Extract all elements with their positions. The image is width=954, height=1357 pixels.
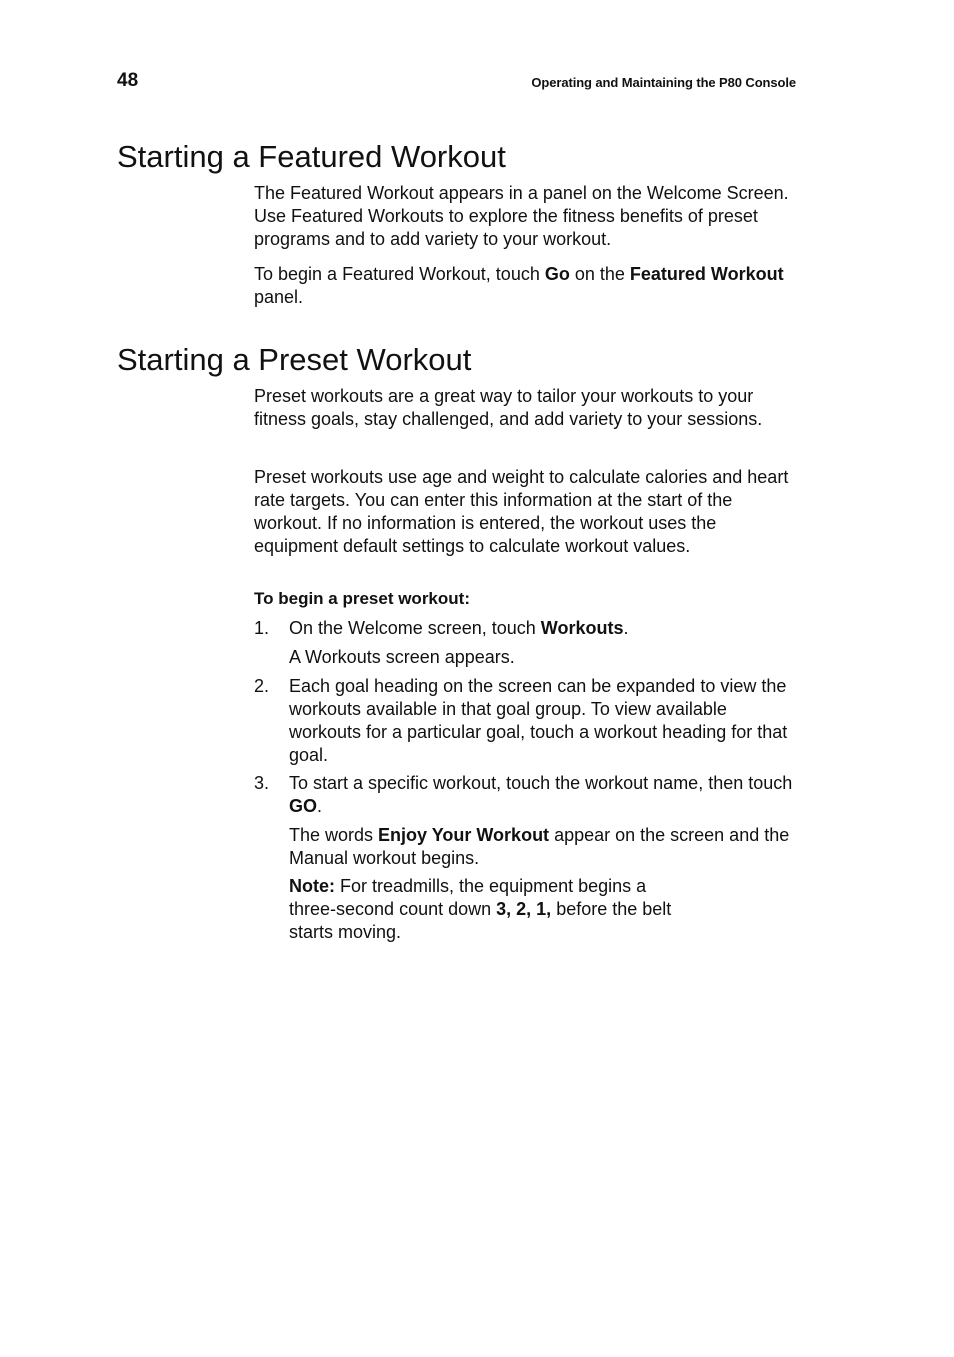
- step-3-text-c: .: [317, 796, 323, 816]
- step-1-text-a: On the Welcome screen, touch: [289, 618, 541, 638]
- running-header: Operating and Maintaining the P80 Console: [531, 75, 796, 90]
- note-text-a: For treadmills, the equipment begins a three-second count down: [289, 876, 647, 919]
- heading-featured-workout: Starting a Featured Workout: [117, 139, 506, 174]
- step-3-result-c: appear on the screen and the Manual workout begins.: [289, 825, 790, 868]
- heading-preset-workout: Starting a Preset Workout: [117, 342, 472, 377]
- featured-begin-paragraph: [254, 263, 802, 309]
- featured-intro-text: The Featured Workout appears in a panel on the Welcome Screen. Use Featured Workouts to explore the fitness benefits of preset programs and to add variety to your workout.: [254, 183, 789, 249]
- step-3-number: 3.: [254, 773, 270, 793]
- page-number: 48: [117, 70, 139, 91]
- featured-intro-paragraph: [254, 182, 802, 251]
- featured-begin-text-a: To begin a Featured Workout, touch: [254, 264, 545, 284]
- step-1-text-c: .: [623, 618, 629, 638]
- featured-workout-term: Featured Workout: [629, 264, 784, 284]
- preset-intro-text: Preset workouts are a great way to tailor your workouts to your fitness goals, stay challenged, and add variety to your sessions.: [254, 386, 763, 429]
- note-label: Note:: [289, 876, 335, 896]
- go-caps-term: GO: [289, 796, 318, 816]
- step-3-result-a: The words: [289, 825, 379, 845]
- step-1-result: A Workouts screen appears.: [289, 647, 515, 667]
- step-2-text: Each goal heading on the screen can be expanded to view the workouts available in that goal group. To view available workouts for a particular goal, touch a workout heading for that goal.: [289, 676, 788, 765]
- treadmill-note: [289, 875, 689, 944]
- procedure-title: To begin a preset workout:: [254, 589, 470, 608]
- step-3-text-a: To start a specific workout, touch the workout name, then touch: [289, 773, 793, 793]
- step-2-number: 2.: [254, 676, 270, 696]
- step-3-text: [289, 772, 802, 818]
- step-3-result: [289, 824, 802, 870]
- workouts-term: Workouts: [540, 618, 624, 638]
- preset-info-paragraph: [254, 466, 802, 558]
- featured-begin-text-c: on the: [569, 264, 630, 284]
- step-1-number: 1.: [254, 618, 270, 638]
- countdown-term: 3, 2, 1,: [496, 899, 552, 919]
- featured-begin-text: [254, 263, 802, 309]
- preset-info-text: Preset workouts use age and weight to calculate calories and heart rate targets. You can enter this information at the start of the workout. If no information is entered, the workout uses the equipment default settings to calculate workout values.: [254, 467, 789, 556]
- go-term: Go: [544, 264, 570, 284]
- note-text-c: before the belt starts moving.: [289, 899, 672, 942]
- featured-begin-text-e: panel.: [254, 287, 304, 307]
- enjoy-your-workout-term: Enjoy Your Workout: [378, 825, 550, 845]
- preset-intro-paragraph: [254, 385, 802, 431]
- step-1-text: [289, 617, 802, 640]
